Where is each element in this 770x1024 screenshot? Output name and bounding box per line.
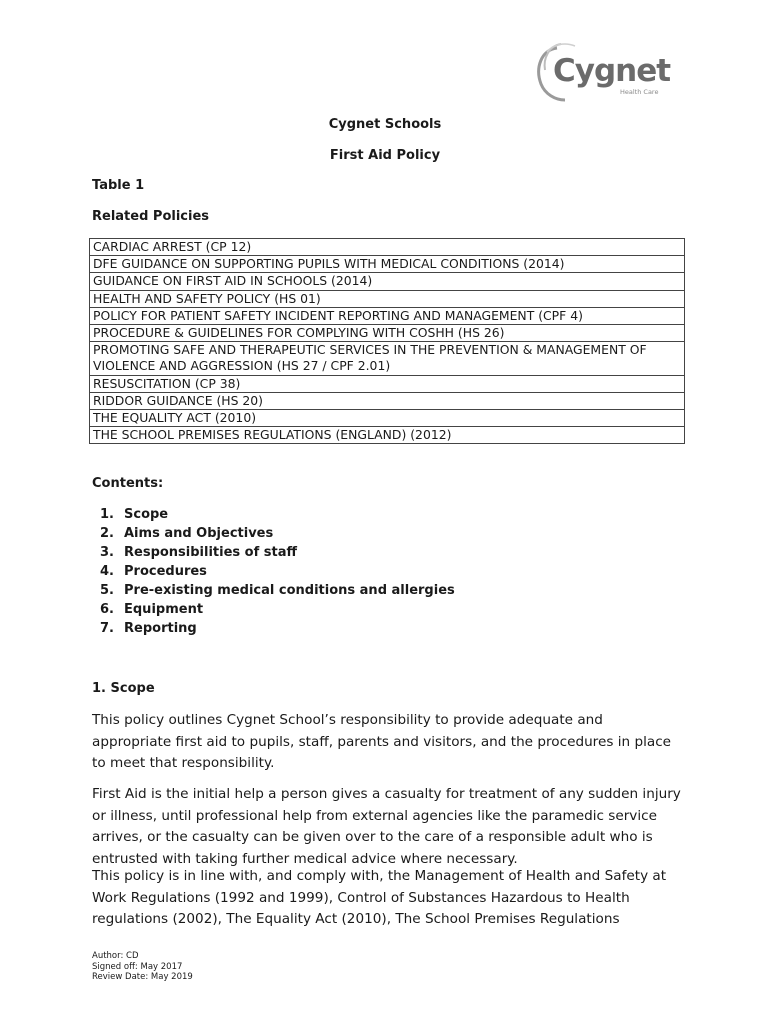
contents-list [92,505,455,638]
policy-cell: DFE GUIDANCE ON SUPPORTING PUPILS WITH MEDICAL CONDITIONS (2014) [90,256,685,273]
footer-signed-off: Signed off: May 2017 [92,961,183,972]
policy-cell: RIDDOR GUIDANCE (HS 20) [90,392,685,409]
footer-author: Author: CD [92,951,139,961]
list-item [92,543,455,562]
cygnet-logo [535,40,680,105]
item-number: 5. [100,583,114,598]
table-label: Table 1 [92,178,145,193]
item-number: 6. [100,602,114,617]
scope-paragraph-1: This policy outlines Cygnet School’s responsibility to provide adequate and appropriate first aid to pupils, staff, parents and visitors, and the procedures in place to meet that responsibility. [92,712,672,772]
contents-heading: Contents: [92,476,164,491]
list-item [92,600,455,619]
policy-cell: PROCEDURE & GUIDELINES FOR COMPLYING WITH COSHH (HS 26) [90,325,685,342]
footer-review-date: Review Date: May 2019 [92,972,193,982]
table-row [90,239,685,256]
policy-cell: RESUSCITATION (CP 38) [90,375,685,392]
policy-cell: THE EQUALITY ACT (2010) [90,410,685,427]
item-label: Pre-existing medical conditions and allergies [124,583,455,598]
table-row [90,427,685,444]
item-label: Procedures [124,564,207,579]
policy-title: First Aid Policy [329,148,441,163]
table-row [90,273,685,290]
table-row [90,375,685,392]
item-number: 2. [100,526,114,541]
policy-cell: CARDIAC ARREST (CP 12) [90,239,685,256]
related-policies-heading: Related Policies [92,209,210,224]
policy-cell: PROMOTING SAFE AND THERAPEUTIC SERVICES IN THE PREVENTION & MANAGEMENT OF VIOLENCE AND AGGRESSION (HS 27 / CPF 2.01) [90,342,685,375]
item-label: Equipment [124,602,204,617]
item-number: 1. [100,507,114,522]
list-item [92,581,455,600]
item-label: Responsibilities of staff [124,545,298,560]
scope-paragraph-2: First Aid is the initial help a person gives a casualty for treatment of any sudden injury or illness, until professional help from external agencies like the paramedic service arrives, or the casualty can be given over to the care of a responsible adult who is entrusted with taking further medical advice where necessary. [92,786,681,867]
document-footer [92,951,193,983]
table-row [90,342,685,375]
table-row [90,410,685,427]
list-item [92,562,455,581]
item-label: Reporting [124,621,197,636]
logo-wordmark: Cygnet [553,53,671,89]
scope-heading: 1. Scope [92,681,155,696]
table-row [90,256,685,273]
table-row [90,307,685,324]
scope-paragraph-3: This policy is in line with, and comply with, the Management of Health and Safety at Work Regulations (1992 and 1999), Control of Substances Hazardous to Health regulations (2002), The Equality Act (2010), The School Premises Regulations [92,868,667,928]
item-number: 7. [100,621,114,636]
school-title: Cygnet Schools [328,117,442,132]
item-number: 3. [100,545,114,560]
policy-cell: POLICY FOR PATIENT SAFETY INCIDENT REPORTING AND MANAGEMENT (CPF 4) [90,307,685,324]
item-label: Scope [124,507,169,522]
list-item [92,524,455,543]
table-row [90,392,685,409]
table-row [90,325,685,342]
logo-subtitle: Health Care [620,88,659,96]
list-item [92,619,455,638]
policy-cell: GUIDANCE ON FIRST AID IN SCHOOLS (2014) [90,273,685,290]
item-label: Aims and Objectives [124,526,274,541]
item-number: 4. [100,564,114,579]
related-policies-table [89,238,685,444]
table-row [90,290,685,307]
list-item [92,505,455,524]
policy-cell: HEALTH AND SAFETY POLICY (HS 01) [90,290,685,307]
policy-cell: THE SCHOOL PREMISES REGULATIONS (ENGLAND) (2012) [90,427,685,444]
